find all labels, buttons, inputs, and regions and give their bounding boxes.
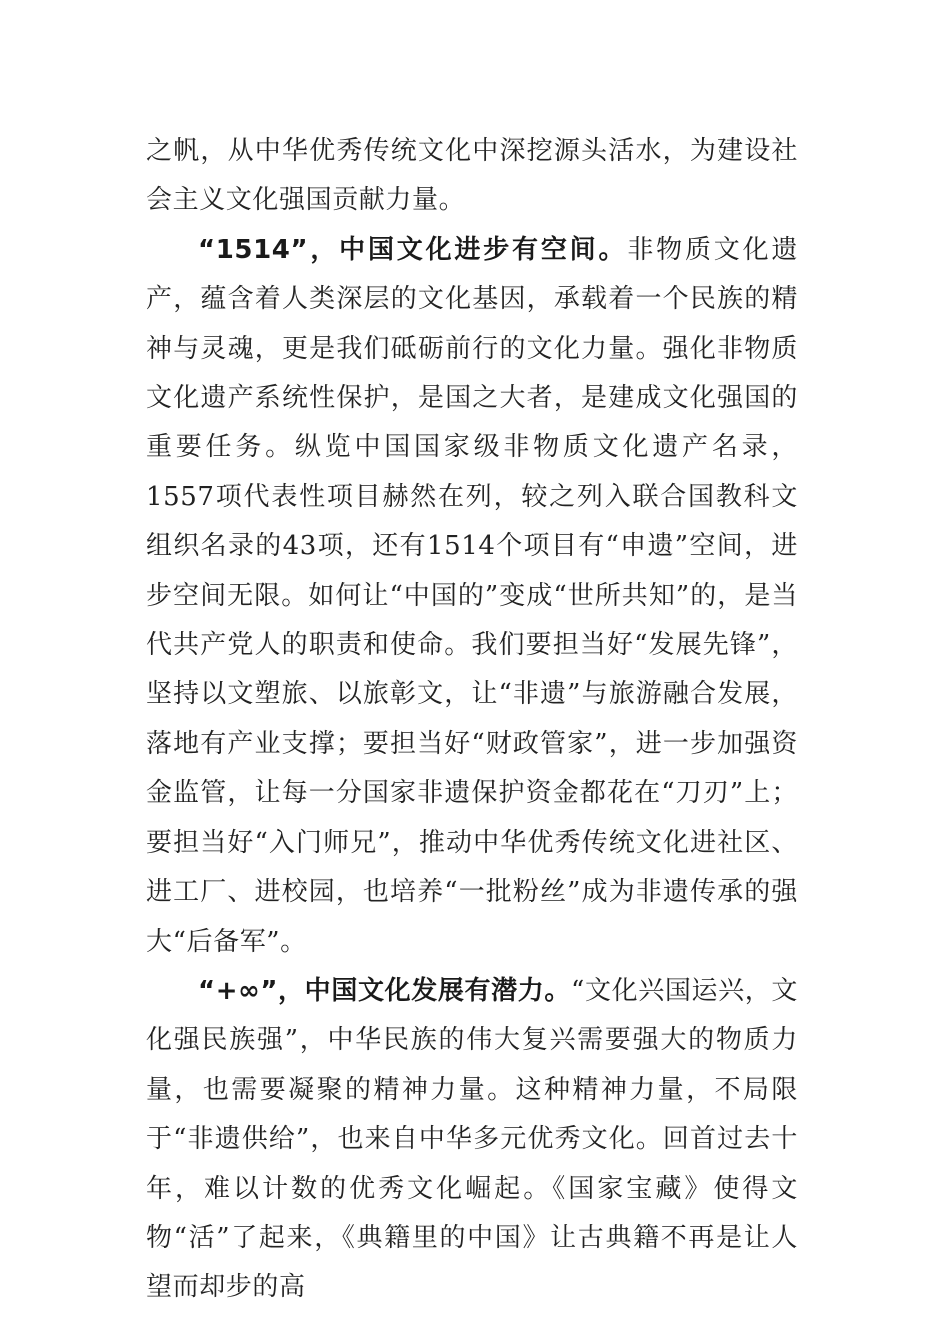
document-body	[146, 127, 798, 1313]
paragraph-text: 之帆，从中华优秀传统文化中深挖源头活水，为建设社会主义文化强国贡献力量。	[146, 136, 798, 216]
paragraph-1514	[146, 226, 798, 967]
paragraph-text: “文化兴国运兴，文化强民族强”，中华民族的伟大复兴需要强大的物质力量，也需要凝聚的精神力量。这种精神力量，不局限于“非遗供给”，也来自中华多元优秀文化。回首过去十年，难以计数的优秀文化崛起。《国家宝藏》使得文物“活”了起来，《典籍里的中国》让古典籍不再是让人望而却步的高	[146, 975, 798, 1303]
paragraph-continuation	[146, 127, 798, 226]
paragraph-lead-heading: “1514”，中国文化进步有空间。	[198, 234, 628, 265]
paragraph-text: 非物质文化遗产，蕴含着人类深层的文化基因，承载着一个民族的精神与灵魂，更是我们砥砺前行的文化力量。强化非物质文化遗产系统性保护，是国之大者，是建成文化强国的重要任务。纵览中国国家级非物质文化遗产名录，1557项代表性项目赫然在列，较之列入联合国教科文组织名录的43项，还有1514个项目有“申遗”空间，进步空间无限。如何让“中国的”变成“世所共知”的，是当代共产党人的职责和使命。我们要担当好“发展先锋”，坚持以文塑旅、以旅彰文，让“非遗”与旅游融合发展，落地有产业支撑；要担当好“财政管家”，进一步加强资金监管，让每一分国家非遗保护资金都花在“刀刃”上；要担当好“入门师兄”，推动中华优秀传统文化进社区、进工厂、进校园，也培养“一批粉丝”成为非遗传承的强大“后备军”。	[146, 234, 798, 957]
paragraph-infinity	[146, 967, 798, 1313]
paragraph-lead-heading: “+∞”，中国文化发展有潜力。	[198, 975, 572, 1006]
